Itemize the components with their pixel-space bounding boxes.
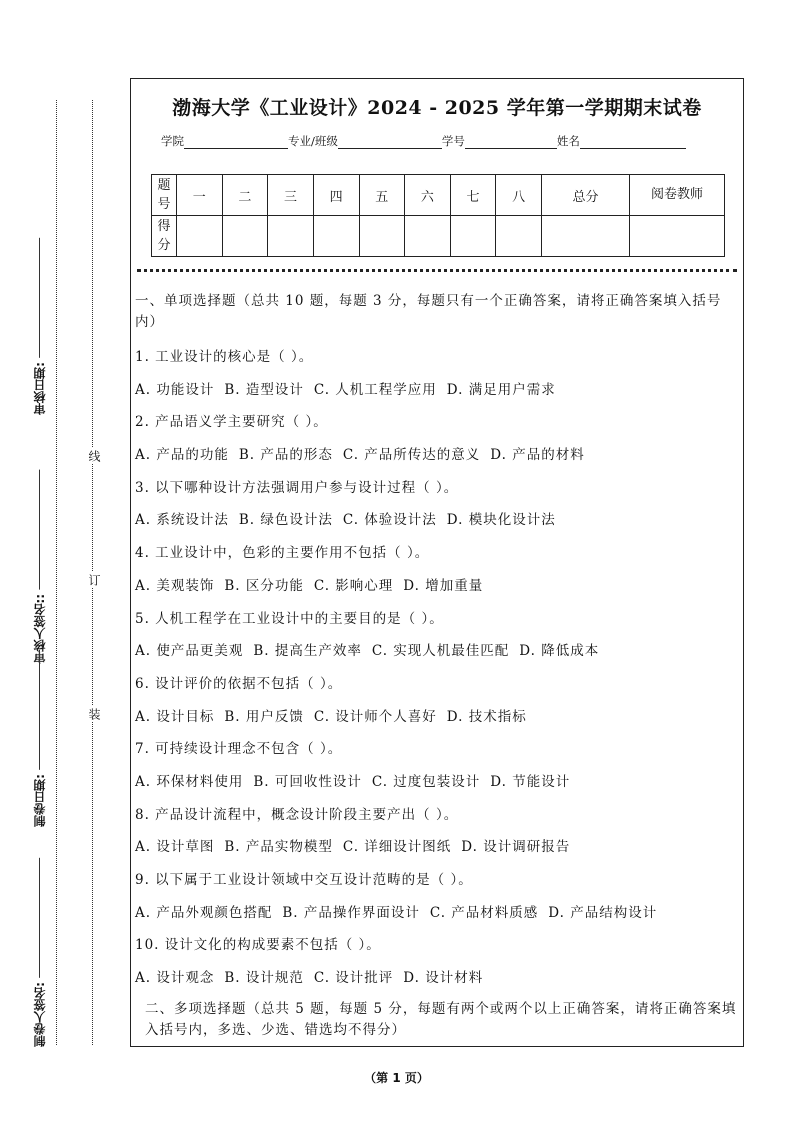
question-options <box>135 831 739 864</box>
score-col-1: 一 <box>177 175 223 216</box>
question-stem: 2. 产品语义学主要研究（ ）。 <box>135 414 328 431</box>
dotted-separator <box>137 269 737 272</box>
option-d[interactable]: D. 产品结构设计 <box>548 904 658 921</box>
review-date-blank[interactable] <box>40 238 41 358</box>
option-b[interactable]: B. 绿色设计法 <box>238 512 333 529</box>
binding-char-bind: 装 <box>87 708 101 720</box>
name-blank[interactable] <box>580 136 686 149</box>
student-id-blank[interactable] <box>465 136 557 149</box>
option-b[interactable]: B. 造型设计 <box>224 381 304 398</box>
option-a[interactable]: A. 系统设计法 <box>135 512 229 529</box>
score-cell[interactable] <box>450 216 496 257</box>
paper-maker-signature-label: 制卷人签名: <box>33 982 47 1047</box>
option-d[interactable]: D. 增加重量 <box>403 577 484 594</box>
reviewer-signature-field[interactable] <box>34 470 52 664</box>
section1-heading: 一、单项选择题（总共 10 题，每题 3 分，每题只有一个正确答案，请将正确答案填入括号内） <box>135 293 722 330</box>
option-c[interactable]: C. 产品材料质感 <box>429 904 539 921</box>
option-b[interactable]: B. 产品操作界面设计 <box>282 904 420 921</box>
option-c[interactable]: C. 设计师个人喜好 <box>313 708 437 725</box>
option-b[interactable]: B. 产品实物模型 <box>224 839 333 856</box>
option-a[interactable]: A. 设计观念 <box>135 970 215 987</box>
score-col-total: 总分 <box>542 175 630 216</box>
option-d[interactable]: D. 产品的材料 <box>490 447 585 464</box>
option-b[interactable]: B. 提高生产效率 <box>253 643 362 660</box>
option-d[interactable]: D. 降低成本 <box>519 643 600 660</box>
option-a[interactable]: A. 美观装饰 <box>135 577 215 594</box>
score-cell[interactable] <box>496 216 542 257</box>
option-b[interactable]: B. 用户反馈 <box>224 708 304 725</box>
section2-heading: 二、多项选择题（总共 5 题，每题 5 分，每题有两个或两个以上正确答案，请将正确答案填入括号内，多选、少选、错选均不得分） <box>145 1000 737 1038</box>
option-c[interactable]: C. 产品所传达的意义 <box>342 447 481 464</box>
option-a[interactable]: A. 功能设计 <box>135 381 215 398</box>
review-date-label: 审核日期: <box>33 362 47 415</box>
score-col-5: 五 <box>359 175 405 216</box>
option-d[interactable]: D. 满足用户需求 <box>446 381 556 398</box>
option-d[interactable]: D. 模块化设计法 <box>446 512 556 529</box>
paper-date-label: 制卷日期: <box>33 774 47 827</box>
score-cell[interactable] <box>268 216 314 257</box>
score-cell[interactable] <box>359 216 405 257</box>
paper-date-blank[interactable] <box>40 650 41 770</box>
major-blank[interactable] <box>338 136 442 149</box>
binding-char-staple: 订 <box>87 574 101 586</box>
question-stem: 3. 以下哪种设计方法强调用户参与设计过程（ ）。 <box>135 479 459 496</box>
college-label: 学院 <box>161 134 184 148</box>
option-b[interactable]: B. 产品的形态 <box>238 447 333 464</box>
option-d[interactable]: D. 设计材料 <box>403 970 484 987</box>
score-table-row-label: 题号 <box>152 175 177 216</box>
question-options <box>135 962 739 995</box>
score-cell-grader[interactable] <box>630 216 725 257</box>
option-c[interactable]: C. 人机工程学应用 <box>313 381 437 398</box>
option-c[interactable]: C. 体验设计法 <box>342 512 437 529</box>
option-a[interactable]: A. 使产品更美观 <box>135 643 244 660</box>
option-c[interactable]: C. 影响心理 <box>313 577 394 594</box>
question-options <box>135 374 739 407</box>
score-col-7: 七 <box>450 175 496 216</box>
question-stem: 1. 工业设计的核心是（ ）。 <box>135 349 314 365</box>
paper-maker-signature-field[interactable] <box>34 858 52 1047</box>
student-id-label: 学号 <box>441 134 465 148</box>
option-c[interactable]: C. 实现人机最佳匹配 <box>371 643 510 660</box>
question-stem: 9. 以下属于工业设计领域中交互设计范畴的是（ ）。 <box>135 872 473 888</box>
question-stem: 8. 产品设计流程中，概念设计阶段主要产出（ ）。 <box>135 806 459 823</box>
score-table-score-row <box>152 216 725 257</box>
option-c[interactable]: C. 详细设计图纸 <box>342 839 452 856</box>
option-a[interactable]: A. 设计目标 <box>135 708 215 725</box>
option-c[interactable]: C. 设计批评 <box>313 970 394 987</box>
exam-frame <box>130 78 744 1047</box>
option-b[interactable]: B. 可回收性设计 <box>253 773 362 790</box>
exam-content <box>135 291 739 1041</box>
question-options <box>135 701 739 734</box>
question-options <box>135 766 739 799</box>
score-cell[interactable] <box>222 216 268 257</box>
major-label: 专业/班级 <box>288 134 338 148</box>
option-b[interactable]: B. 设计规范 <box>224 970 304 987</box>
option-c[interactable]: C. 过度包装设计 <box>371 773 481 790</box>
binding-char-line: 线 <box>87 450 101 462</box>
exam-title: 渤海大学《工业设计》2024 - 2025 学年第一学期期末试卷 <box>172 97 702 119</box>
student-info-row <box>161 133 686 149</box>
score-cell-total[interactable] <box>542 216 630 257</box>
question-stem: 7. 可持续设计理念不包含（ ）。 <box>135 741 343 758</box>
question-options <box>135 897 739 930</box>
score-col-grader: 阅卷教师 <box>630 175 725 216</box>
paper-maker-signature-blank[interactable] <box>40 858 41 978</box>
page-number: （第 1 页） <box>364 1071 429 1085</box>
question-stem: 10. 设计文化的构成要素不包括（ ）。 <box>135 937 381 954</box>
option-a[interactable]: A. 环保材料使用 <box>135 773 244 790</box>
question-list <box>135 341 739 995</box>
score-col-6: 六 <box>405 175 451 216</box>
score-col-4: 四 <box>313 175 359 216</box>
review-date-field[interactable] <box>34 238 52 415</box>
binding-line-outer <box>56 100 57 1045</box>
score-table-header-row <box>152 175 725 216</box>
score-cell[interactable] <box>405 216 451 257</box>
score-cell[interactable] <box>313 216 359 257</box>
option-a[interactable]: A. 设计草图 <box>135 839 215 856</box>
option-d[interactable]: D. 节能设计 <box>490 773 571 790</box>
option-a[interactable]: A. 产品外观颜色搭配 <box>135 904 273 921</box>
score-table <box>151 174 725 257</box>
question-stem: 6. 设计评价的依据不包括（ ）。 <box>135 675 343 692</box>
question-options <box>135 504 739 537</box>
option-b[interactable]: B. 区分功能 <box>224 577 304 594</box>
option-a[interactable]: A. 产品的功能 <box>135 447 229 464</box>
question-stem: 5. 人机工程学在工业设计中的主要目的是（ ）。 <box>135 610 444 627</box>
score-row-label: 得分 <box>152 216 177 257</box>
score-col-8: 八 <box>496 175 542 216</box>
question-options <box>135 439 739 472</box>
option-d[interactable]: D. 技术指标 <box>446 708 527 725</box>
reviewer-signature-label: 审核人签名:: <box>33 594 47 664</box>
paper-date-field[interactable] <box>34 650 52 827</box>
question-options <box>135 635 739 668</box>
college-blank[interactable] <box>184 136 288 149</box>
reviewer-signature-blank[interactable] <box>40 470 41 590</box>
option-d[interactable]: D. 设计调研报告 <box>461 839 571 856</box>
question-options <box>135 570 739 603</box>
score-cell[interactable] <box>177 216 223 257</box>
score-col-2: 二 <box>222 175 268 216</box>
name-label: 姓名 <box>556 134 580 148</box>
score-col-3: 三 <box>268 175 314 216</box>
question-stem: 4. 工业设计中，色彩的主要作用不包括（ ）。 <box>135 545 430 562</box>
